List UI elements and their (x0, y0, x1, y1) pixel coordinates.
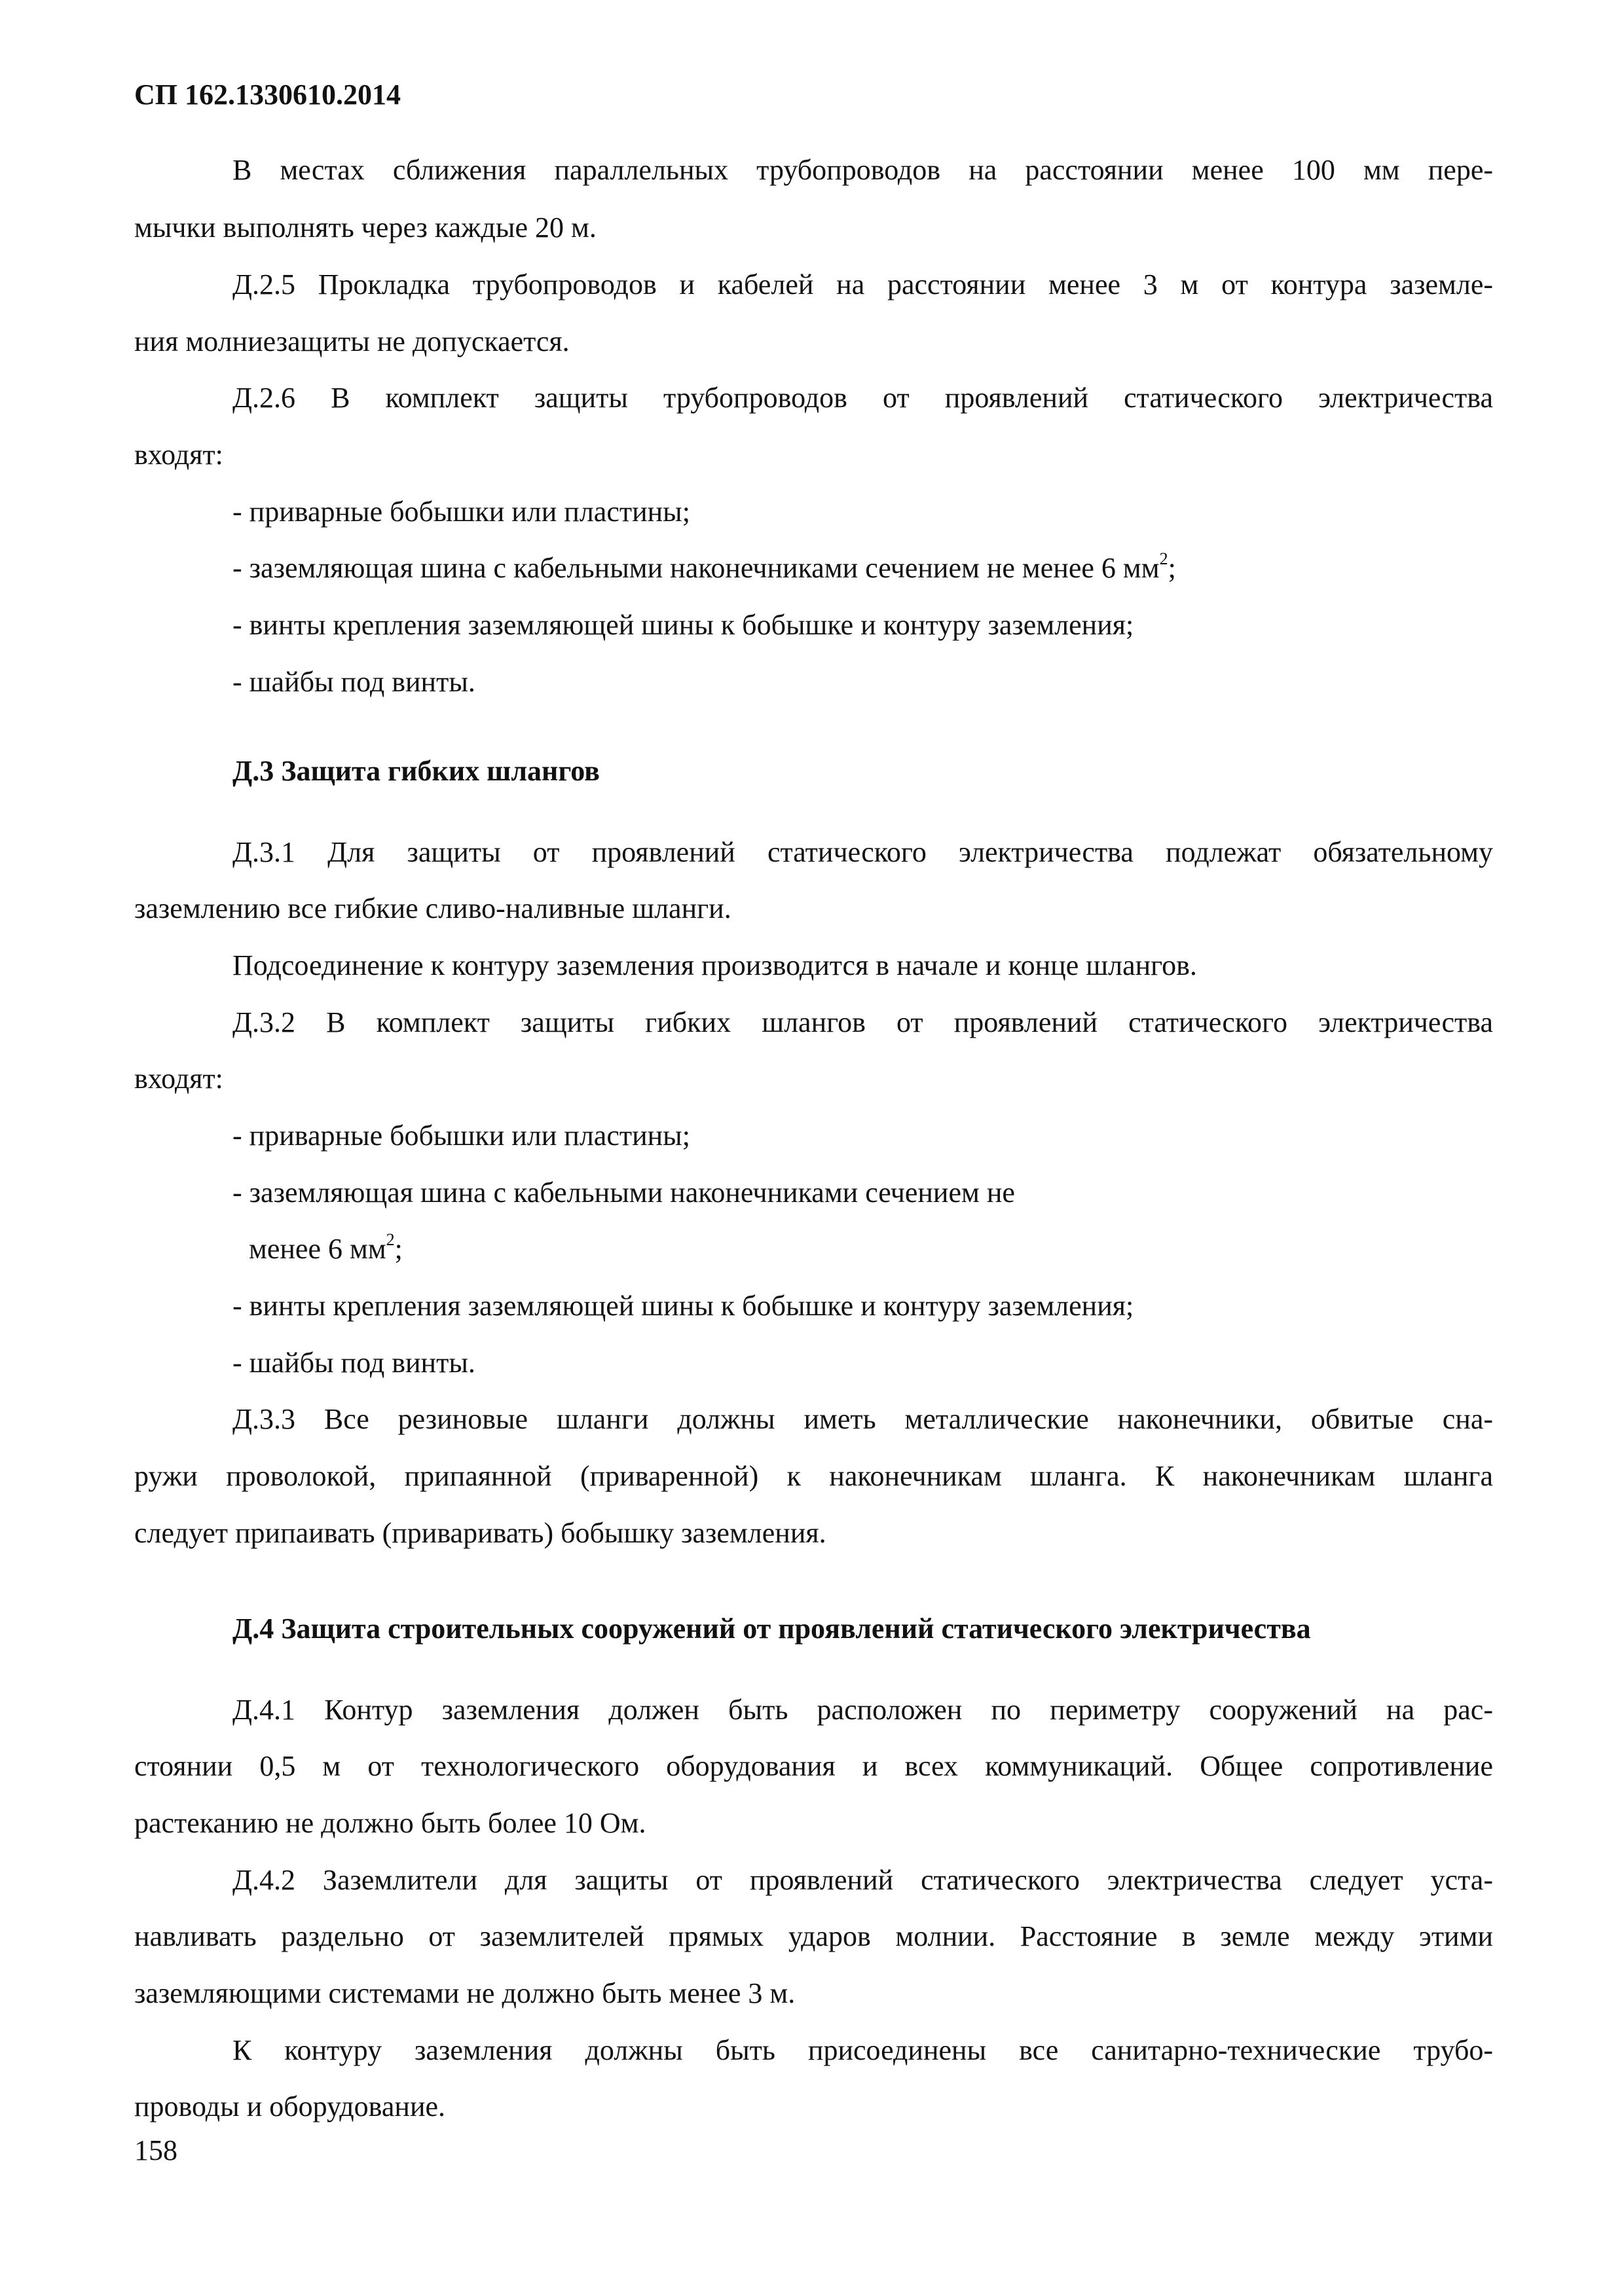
text-line: Д.2.5 Прокладка трубопроводов и кабелей на расстоянии менее 3 м от контура заземле- (232, 268, 1493, 301)
text-line: растеканию не должно быть более 10 Ом. (134, 1807, 646, 1839)
text-line: Д.4.2 Заземлители для защиты от проявлений статического электричества следует уста- (232, 1864, 1493, 1896)
text-line: ружи проволокой, припаянной (приваренной) к наконечникам шланга. К наконечникам шланга (134, 1460, 1493, 1492)
text-line: входят: (134, 439, 223, 471)
superscript: 2 (386, 1230, 395, 1250)
superscript: 2 (1159, 549, 1168, 569)
page-number: 158 (134, 2134, 177, 2166)
list-item: - приварные бобышки или пластины; (232, 496, 690, 528)
text-line: входят: (134, 1063, 223, 1095)
list-item: - приварные бобышки или пластины; (232, 1120, 690, 1152)
list-item-text: менее 6 мм (249, 1233, 386, 1265)
list-item: - заземляющая шина с кабельными наконечниками сечением не (232, 1176, 1015, 1209)
list-item-continuation (249, 1230, 403, 1269)
section-heading: Д.3 Защита гибких шлангов (232, 755, 600, 787)
text-line: Д.3.2 В комплект защиты гибких шлангов от проявлений статического электричества (232, 1006, 1493, 1038)
text-line: Д.2.6 В комплект защиты трубопроводов от проявлений статического электричества (232, 382, 1493, 414)
text-line: Д.3.1 Для защиты от проявлений статического электричества подлежат обязательному (232, 836, 1493, 868)
text-line: К контуру заземления должны быть присоединены все санитарно-технические трубо- (232, 2034, 1493, 2066)
text-line: навливать раздельно от заземлителей прямых ударов молнии. Расстояние в земле между этими (134, 1920, 1493, 1952)
text-line: заземляющими системами не должно быть менее 3 м. (134, 1977, 796, 2009)
section-heading: Д.4 Защита строительных сооружений от проявлений статического электричества (232, 1613, 1311, 1645)
text-line: Подсоединение к контуру заземления производится в начале и конце шлангов. (232, 949, 1197, 981)
list-item-punct: ; (394, 1233, 403, 1265)
text-line: ния молниезащиты не допускается. (134, 325, 570, 357)
text-line: Д.3.3 Все резиновые шланги должны иметь металлические наконечники, обвитые сна- (232, 1403, 1493, 1435)
text-line: проводы и оборудование. (134, 2090, 446, 2123)
list-item: - шайбы под винты. (232, 666, 475, 698)
list-item-punct: ; (1168, 552, 1176, 584)
text-line: следует припаивать (приваривать) бобышку заземления. (134, 1517, 826, 1549)
list-item: - винты крепления заземляющей шины к бобышке и контуру заземления; (232, 1290, 1134, 1322)
list-item (232, 549, 1176, 588)
list-item: - шайбы под винты. (232, 1347, 475, 1379)
text-line: мычки выполнять через каждые 20 м. (134, 211, 597, 244)
text-line: заземлению все гибкие сливо-наливные шланги. (134, 892, 731, 924)
text-line: В местах сближения параллельных трубопроводов на расстоянии менее 100 мм пере- (232, 154, 1493, 186)
document-code: СП 162.1330610.2014 (134, 79, 401, 111)
list-item-text: - заземляющая шина с кабельными наконечниками сечением не менее 6 мм (232, 552, 1160, 584)
text-line: Д.4.1 Контур заземления должен быть расположен по периметру сооружений на рас- (232, 1694, 1493, 1726)
text-line: стоянии 0,5 м от технологического оборудования и всех коммуникаций. Общее сопротивление (134, 1750, 1493, 1782)
list-item: - винты крепления заземляющей шины к бобышке и контуру заземления; (232, 609, 1134, 641)
